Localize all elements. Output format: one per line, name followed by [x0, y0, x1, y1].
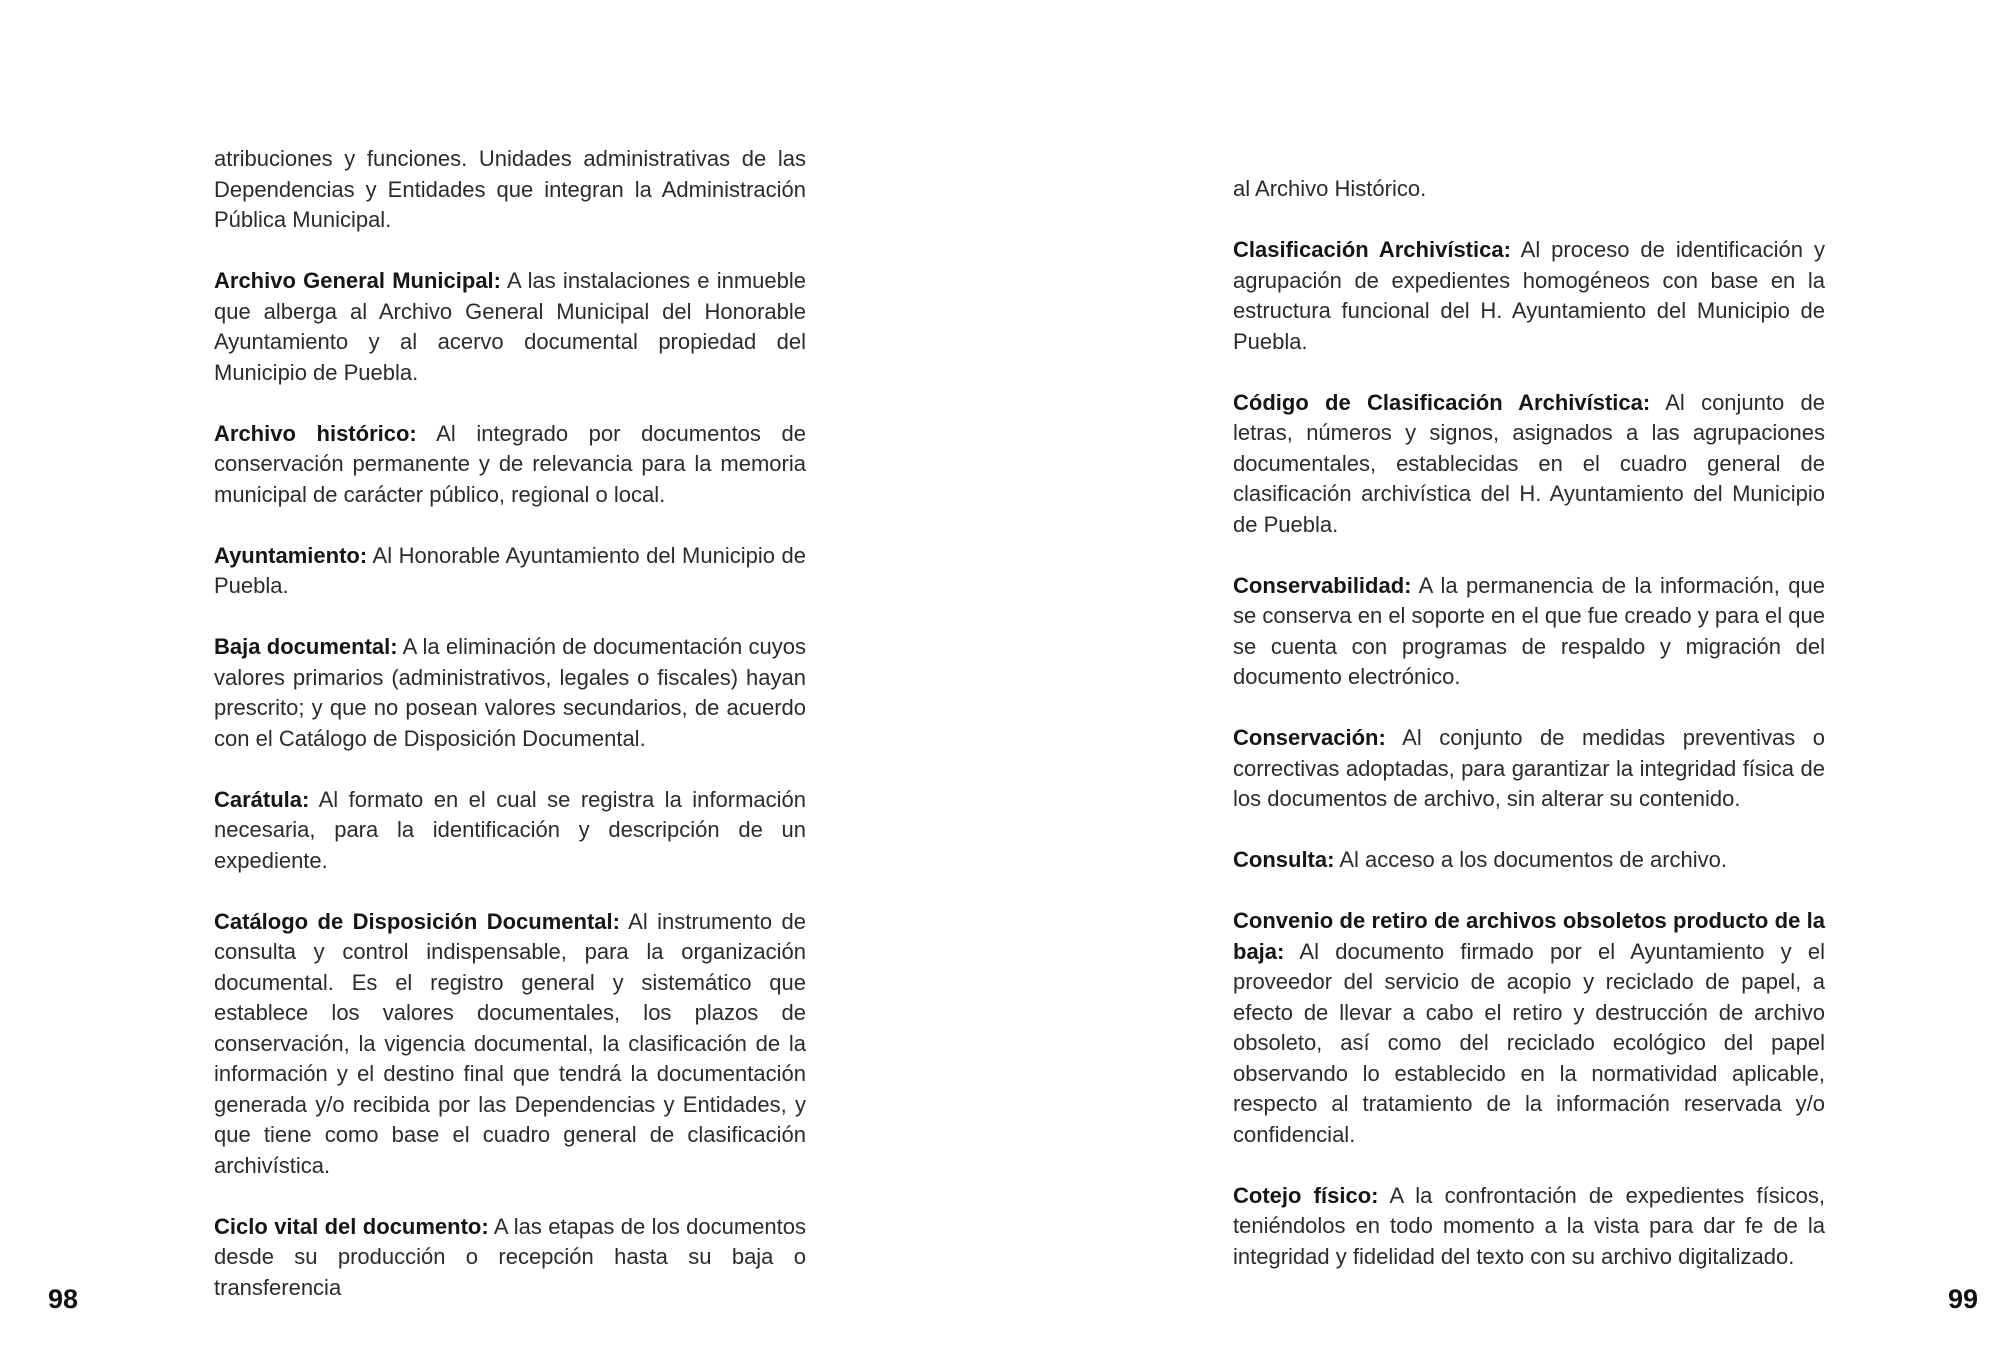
glossary-entry: [214, 266, 806, 388]
glossary-entry: [214, 632, 806, 754]
glossary-term: Catálogo de Disposición Documental:: [214, 908, 620, 934]
glossary-term: Conservación:: [1233, 725, 1386, 750]
glossary-entry: [214, 419, 806, 511]
glossary-term: Carátula:: [214, 786, 310, 812]
glossary-entry: [214, 1212, 806, 1304]
glossary-entry: [1233, 1181, 1825, 1273]
glossary-entry: [1233, 235, 1825, 357]
glossary-entry: [214, 907, 806, 1182]
glossary-term: Cotejo físico:: [1233, 1182, 1379, 1208]
glossary-entry: [1233, 845, 1825, 876]
glossary-definition: A la eliminación de documentación cuyos valores primarios (administrativos, legales o fiscales) hayan prescrito; y que no posean valores secundarios, de acuerdo con el Catálogo de Disposición Documental.: [214, 634, 807, 751]
glossary-term: Código de Clasificación Archivística:: [1233, 389, 1651, 415]
page-number-left: 98: [48, 1284, 79, 1314]
glossary-entry: [214, 144, 806, 236]
glossary-definition: A las instalaciones e inmueble que alberga al Archivo General Municipal del Honorable Ayuntamiento y al acervo documental propiedad del Municipio de Puebla.: [214, 268, 807, 385]
glossary-definition: Al acceso a los documentos de archivo.: [1334, 847, 1728, 872]
glossary-term: Clasificación Archivística:: [1233, 237, 1511, 262]
left-glossary-column: [214, 144, 806, 1303]
glossary-definition: al Archivo Histórico.: [1233, 176, 1427, 201]
right-glossary-column: [1233, 174, 1825, 1272]
glossary-term: Baja documental:: [214, 634, 398, 659]
glossary-entry: [1233, 571, 1825, 693]
glossary-entry: [1233, 723, 1825, 815]
right-page: [1004, 0, 2008, 1359]
glossary-definition: Al Honorable Ayuntamiento del Municipio de Puebla.: [214, 542, 806, 598]
glossary-definition: Al instrumento de consulta y control indispensable, para la organización documental. Es el registro general y sistemático que establece los valores documentales, los plazos de conservación, la vigencia documental, la clasificación de la información y el destino final que tendrá la documentación generada y/o recibida por las Dependencias y Entidades, y que tiene como base el cuadro general de clasificación archivística.: [214, 908, 806, 1178]
glossary-term: Archivo General Municipal:: [214, 268, 501, 293]
glossary-definition: A la confrontación de expedientes físicos, teniéndolos en todo momento a la vista para dar fe de la integridad y fidelidad del texto con su archivo digitalizado.: [1233, 1182, 1825, 1269]
glossary-entry: [1233, 388, 1825, 541]
glossary-term: Consulta:: [1233, 847, 1335, 872]
glossary-term: Ciclo vital del documento:: [214, 1213, 489, 1239]
glossary-entry: [1233, 174, 1825, 205]
glossary-definition: Al integrado por documentos de conservación permanente y de relevancia para la memoria municipal de carácter público, regional o local.: [214, 420, 807, 507]
glossary-definition: Al formato en el cual se registra la información necesaria, para la identificación y descripción de un expediente.: [214, 786, 806, 873]
glossary-term: Conservabilidad:: [1233, 572, 1412, 598]
glossary-term: Archivo histórico:: [214, 420, 417, 446]
glossary-definition: A las etapas de los documentos desde su producción o recepción hasta su baja o transferencia: [214, 1213, 807, 1300]
glossary-entry: [1233, 906, 1825, 1150]
glossary-entry: [214, 785, 806, 877]
glossary-term: Ayuntamiento:: [214, 542, 368, 568]
glossary-definition: A la permanencia de la información, que se conserva en el soporte en el que fue creado y para el que se cuenta con programas de respaldo y migración del documento electrónico.: [1233, 572, 1825, 689]
glossary-definition: Al conjunto de medidas preventivas o correctivas adoptadas, para garantizar la integridad física de los documentos de archivo, sin alterar su contenido.: [1233, 725, 1825, 811]
glossary-definition: Al documento firmado por el Ayuntamiento y el proveedor del servicio de acopio y reciclado de papel, a efecto de llevar a cabo el retiro y destrucción de archivo obsoleto, así como del reciclado ecológico del papel observando lo establecido en la normatividad aplicable, respecto al tratamiento de la información reservada y/o confidencial.: [1233, 938, 1825, 1147]
glossary-term: Convenio de retiro de archivos obsoletos producto de la baja:: [1233, 908, 1825, 964]
glossary-definition: Al conjunto de letras, números y signos, asignados a las agrupaciones documentales, establecidas en el cuadro general de clasificación archivística del H. Ayuntamiento del Municipio de Puebla.: [1233, 389, 1825, 537]
page-number-right: 99: [1947, 1284, 1978, 1314]
glossary-definition: Al proceso de identificación y agrupación de expedientes homogéneos con base en la estructura funcional del H. Ayuntamiento del Municipio de Puebla.: [1233, 237, 1825, 354]
glossary-definition: atribuciones y funciones. Unidades administrativas de las Dependencias y Entidades que integran la Administración Pública Municipal.: [214, 146, 806, 232]
glossary-entry: [214, 541, 806, 602]
